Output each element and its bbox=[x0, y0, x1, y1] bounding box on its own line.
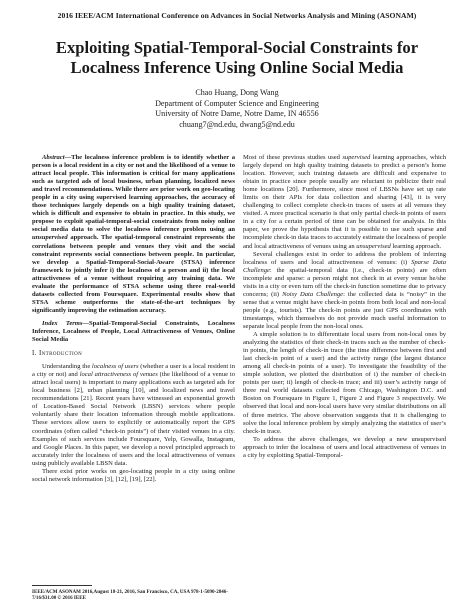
intro-p1-text-c: (whether a user is a local resident in a city or not) and bbox=[32, 363, 235, 379]
footnote-rule bbox=[32, 585, 92, 586]
paper-title bbox=[20, 38, 454, 78]
author-emails[interactable]: chuang7@nd.edu, dwang5@nd.edu bbox=[179, 119, 295, 129]
left-column bbox=[32, 154, 235, 484]
conference-header: 2016 IEEE/ACM International Conference on Advances in Social Networks Analysis and Mining (ASONAM) bbox=[57, 11, 417, 20]
affiliation-university: University of Notre Dame, Notre Dame, IN 46556 bbox=[155, 109, 319, 119]
intro-paragraph-2: There exist prior works on geo-locating people in a city using online social network information [3], [12], [19], [22]. bbox=[32, 467, 235, 483]
intro-p1-text-e: (the likelihood of a venue to attract local users) is important to many applications such as targeted ads for local business [2], urban planning [10], and localized news and travel recommendations [21]. Recent years have witnessed an exponential growth of Location-Based Social Network (LBSN) services where people voluntarily share their location information through mobile applications. These services allow users to explicitly or automatically report the GPS coordinates (often called “check-in points”) of their visited venues in a city. Examples of such services include Foursquare, Yelp, Gowalla, Instagram, and Google Places. In this paper, we develop a novel principled approach to accurately infer the localness of users and the local attractiveness of venues using publicly available LBSN data. bbox=[32, 371, 235, 467]
right-paragraph-3: A simple solution is to differentiate local users from non-local ones by analyzing the statistics of their check-in traces such as the number of check-in points, the length of check-in trace (the time difference between first and last check-in point of a user) and the activity range (the largest distance among all check-in points of a user). To investigate the feasibility of the simple solution, we plotted the distribution of i) the number of check-in points per user; ii) length of check-in trace; and iii) user’s activity range of three real world datasets collected from Chicago, Washington D.C. and Boston on Foursquare in Figure 1, Figure 2 and Figure 3 respectively. We observed that local and non-local users have very similar distributions on all of three metrics. The above observation suggests that it is challenging to solve the local inference problem by simply analyzing the statistics of user’s check-in trace. bbox=[243, 331, 446, 435]
right-paragraph-2 bbox=[243, 251, 446, 331]
intro-paragraph-1 bbox=[32, 363, 235, 468]
right-p1-text-c: learning approaches, which largely depend on high quality training datasets to predict a person’s home location. However, such training datasets are difficult and expensive to obtain in practice since people usually are reluctant to publicize their real home locations [20]. Furthermore, since most of LBSNs have set up rate limits on their APIs for data collection and sharing [43], it is very challenging to collect complete check-in traces of users at all venues they visited. A more practical scenario is that only partial check-in points of users in a city for a certain period of time can be obtained for analysis. In this paper, we prove the hypothesis that it is possible to use such sparse and incomplete check-in data traces to accurately estimate the localness of people and local attractiveness of venues using an bbox=[243, 154, 446, 250]
section-heading-introduction: I. Introduction bbox=[32, 350, 83, 358]
intro-p1-italic-d: local attractiveness of venues bbox=[79, 371, 158, 379]
abstract-label: Abstract bbox=[42, 154, 65, 161]
right-p1-text-a: Most of these previous studies used bbox=[243, 154, 343, 161]
author-block bbox=[0, 88, 474, 130]
abstract bbox=[32, 154, 235, 315]
right-paragraph-1 bbox=[243, 154, 446, 251]
right-p2-text-e: : the collected data is “noisy” in the sense that a venue might have check-in points from both local and non-local people (e.g., tourists). The check-in points are just GPS coordinates with timestamps, which themselves do not provide much useful information to separate local people from the non-local ones. bbox=[243, 290, 446, 330]
right-p2-italic-b: Sparse Data Challenge bbox=[243, 258, 446, 274]
right-paragraph-4: To address the above challenges, we develop a new unsupervised approach to infer the localness of users and local attractiveness of venues in a city by exploiting Spatial-Temporal- bbox=[243, 435, 446, 459]
intro-p1-text-a: Understanding the bbox=[42, 363, 92, 371]
right-p1-italic-b: supervised bbox=[342, 154, 371, 161]
abstract-text-2: approach. The spatial-temporal constraint represents the correlations between people and venues they visit and the social constraint represents social connections between people. In particular, we develop a Spatial-Temporal-Social-Aware (STSA) inference framework to jointly infer i) the localness of a person and ii) the local attractiveness of a venue without requiring any training data. We evaluate the performance of STSA scheme using three real-world datasets collected from Foursquare. Experimental results show that STSA scheme outperforms the state-of-the-art techniques by significantly improving the estimation accuracy. bbox=[32, 234, 235, 314]
intro-p1-italic-b: localness of users bbox=[91, 363, 139, 371]
right-p1-italic-d: unsupervised bbox=[356, 242, 391, 250]
copyright-footnote bbox=[32, 585, 235, 602]
right-p2-italic-d: Noisy Data Challenge bbox=[282, 290, 344, 298]
affiliation-department: Department of Computer Science and Engineering bbox=[155, 98, 319, 108]
abstract-italic: unsupervised bbox=[32, 234, 68, 242]
footnote-text: IEEE/ACM ASONAM 2016,August 18-21, 2016, San Francisco, CA, USA 978-1-5090-2846-7/16/$31.00 © 2016 IEEE bbox=[32, 589, 228, 602]
abstract-text-1: —The localness inference problem is to identify whether a person is a local resident in a city or not and the likelihood of a venue to attract local people. This information is critical for many applications such as targeted ads of local business, urban planning, localized news and travel recommendations. While there are prior work on geo-locating people in a city using supervised learning approaches, the accuracy of those techniques largely depends on a high quality training dataset, which is difficult and expensive to obtain in practice. In this study, we propose to exploit spatial-temporal-social constraints from noisy online social media data to solve the localness inference problem using an bbox=[32, 154, 235, 234]
right-p2-text-a: Several challenges exist in order to address the problem of inferring localness of users and local attractiveness of venues: (i) bbox=[243, 250, 446, 266]
index-terms bbox=[32, 320, 235, 344]
index-terms-text: —Spatial-Temporal-Social Constraints, Localness Inference, Localness of People, Local Attractiveness of Venues, Online Social Media bbox=[32, 319, 235, 344]
title-line-1: Exploiting Spatial-Temporal-Social Constraints for bbox=[55, 38, 419, 57]
index-terms-label: Index Terms bbox=[42, 319, 83, 327]
author-names: Chao Huang, Dong Wang bbox=[195, 88, 279, 97]
right-p1-text-e: learning approach. bbox=[390, 242, 442, 250]
right-column bbox=[243, 154, 446, 460]
title-line-2: Localness Inference Using Online Social Media bbox=[70, 58, 404, 77]
right-p2-text-c: : the spatial-temporal data (i.e., check-in points) are often incomplete and sparse: a person might not check in at every venue he/she visits in a city or even turn off the check-in function sometime due to privacy concerns; (ii) bbox=[243, 266, 446, 298]
